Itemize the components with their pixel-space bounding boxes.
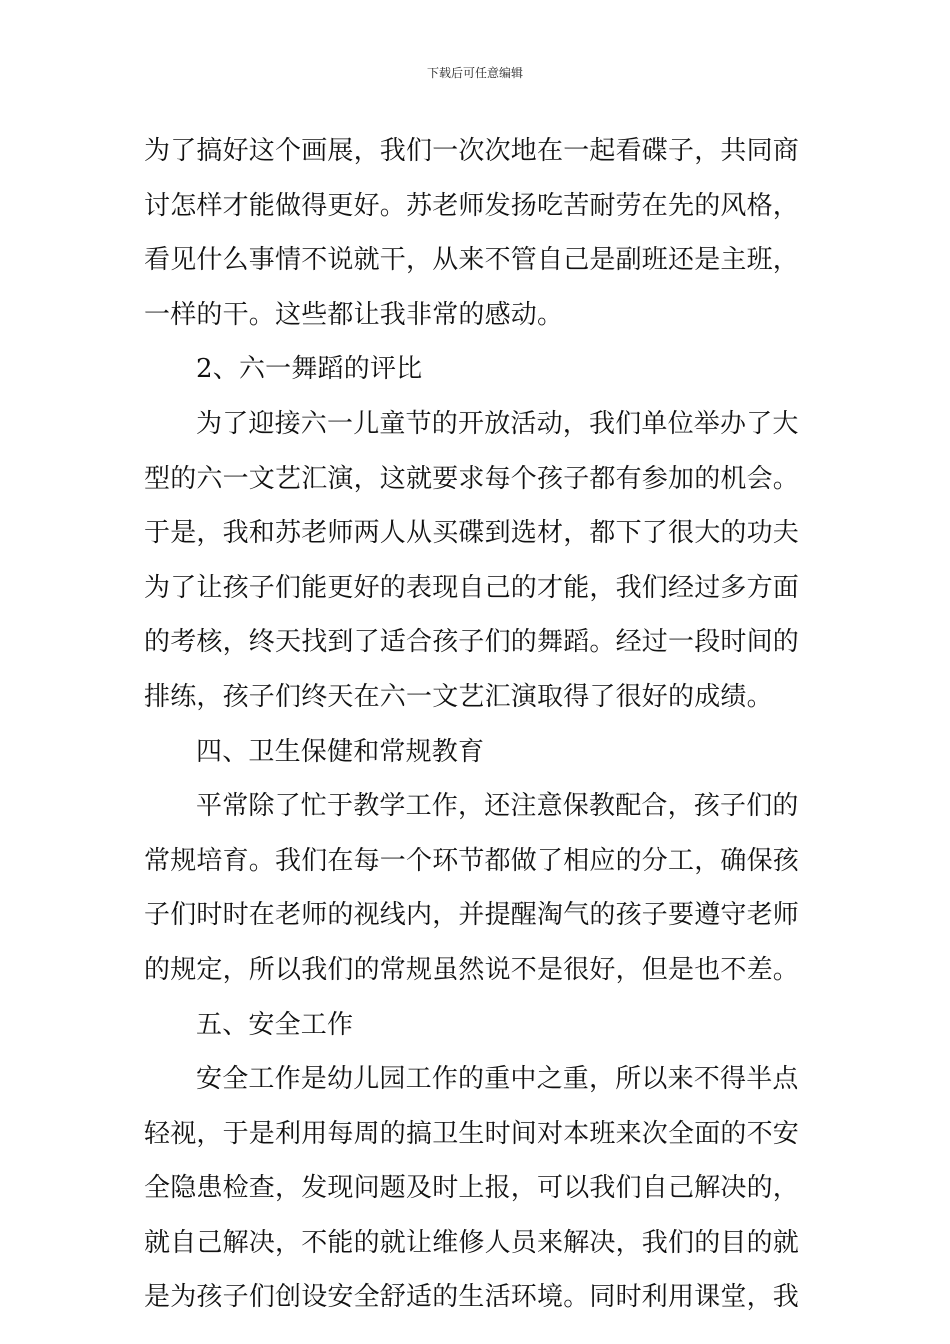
section-heading: 2、六一舞蹈的评比: [196, 354, 423, 385]
text-line: 看见什么事情不说就干，从来不管自己是副班还是主班，: [144, 245, 800, 276]
text-line: 安全工作是幼儿园工作的重中之重，所以来不得半点: [196, 1064, 799, 1095]
text-line: 常规培育。我们在每一个环节都做了相应的分工，确保孩: [144, 845, 800, 876]
document-body: [144, 124, 810, 1325]
text-line: 排练，孩子们终天在六一文艺汇演取得了很好的成绩。: [144, 681, 773, 712]
page-header: 下载后可任意编辑: [426, 66, 523, 80]
text-line: 的考核，终天找到了适合孩子们的舞蹈。经过一段时间的: [144, 627, 800, 658]
text-line: 型的六一文艺汇演，这就要求每个孩子都有参加的机会。: [144, 463, 800, 494]
text-line: 一样的干。这些都让我非常的感动。: [144, 299, 564, 330]
text-line: 为了让孩子们能更好的表现自己的才能，我们经过多方面: [144, 572, 800, 603]
text-line: 是为孩子们创设安全舒适的生活环境。同时利用课堂，我: [144, 1282, 800, 1313]
text-line: 于是，我和苏老师两人从买碟到选材，都下了很大的功夫: [144, 518, 800, 549]
text-line: 的规定，所以我们的常规虽然说不是很好，但是也不差。: [144, 954, 800, 985]
section-heading: 五、安全工作: [196, 1009, 354, 1040]
text-line: 就自己解决，不能的就让维修人员来解决，我们的目的就: [144, 1227, 800, 1258]
section-heading: 四、卫生保健和常规教育: [196, 736, 485, 767]
text-line: 轻视，于是利用每周的搞卫生时间对本班来次全面的不安: [144, 1118, 800, 1149]
text-line: 讨怎样才能做得更好。苏老师发扬吃苦耐劳在先的风格，: [144, 190, 800, 221]
text-line: 为了迎接六一儿童节的开放活动，我们单位举办了大: [196, 408, 799, 439]
text-line: 平常除了忙于教学工作，还注意保教配合，孩子们的: [196, 791, 799, 822]
text-line: 全隐患检查，发现问题及时上报，可以我们自己解决的，: [144, 1173, 800, 1204]
text-line: 为了搞好这个画展，我们一次次地在一起看碟子，共同商: [144, 136, 800, 166]
text-line: 子们时时在老师的视线内，并提醒淘气的孩子要遵守老师: [144, 900, 800, 931]
